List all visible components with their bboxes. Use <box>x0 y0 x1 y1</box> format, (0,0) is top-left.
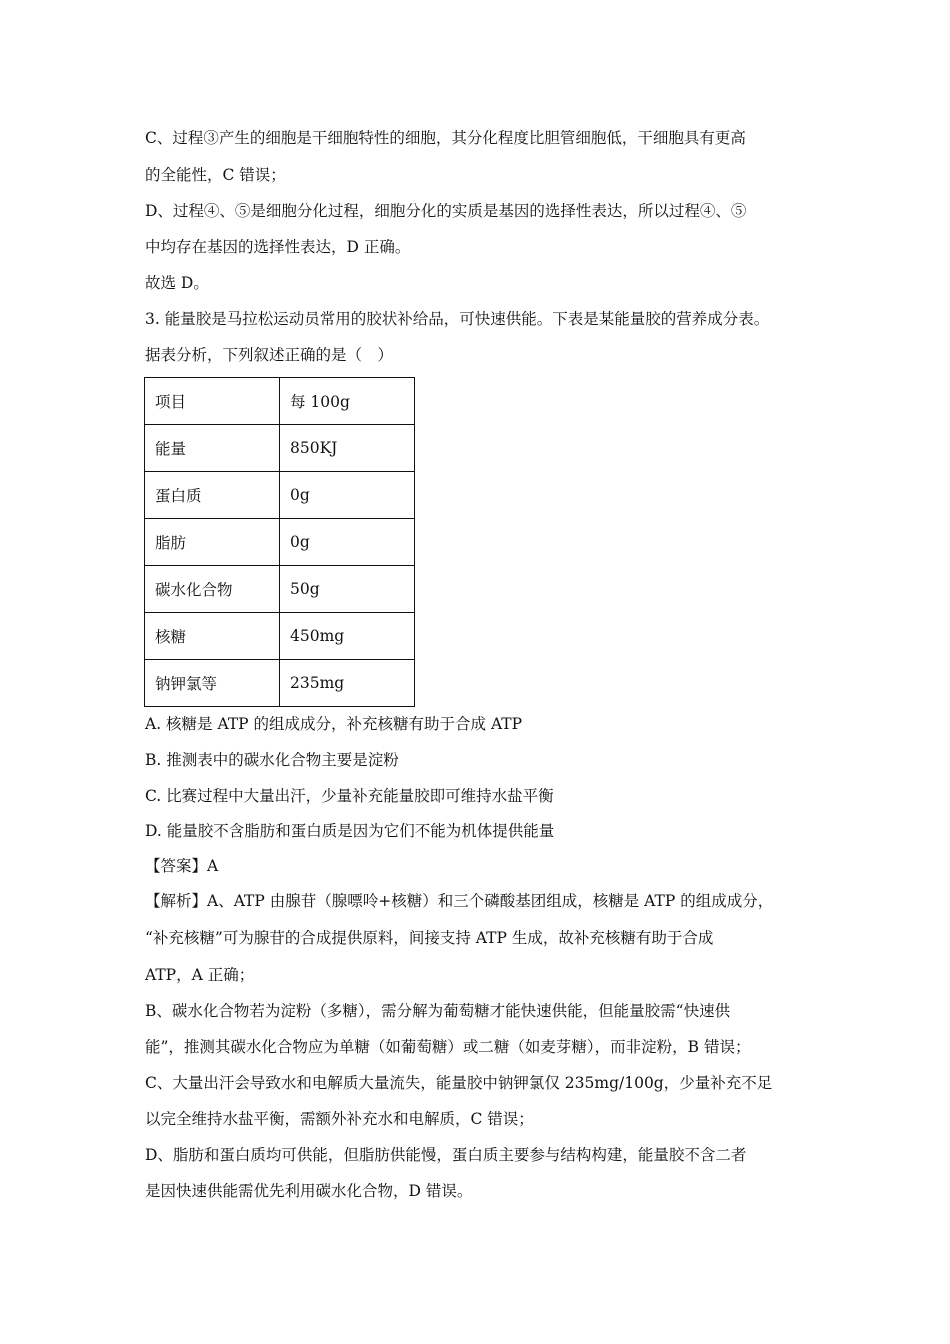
table-cell-item: 核糖 <box>145 613 280 660</box>
analysis-d-line1: D、脂肪和蛋白质均可供能，但脂肪供能慢，蛋白质主要参与结构构建，能量胶不含二者 <box>145 1146 747 1164</box>
table-cell-item: 钠钾氯等 <box>145 660 280 707</box>
analysis-d-line2: 是因快速供能需优先利用碳水化合物，D 错误。 <box>145 1182 473 1200</box>
analysis-a-line1: 【解析】A、ATP 由腺苷（腺嘌呤+核糖）和三个磷酸基团组成，核糖是 ATP 的组成成分， <box>145 892 774 910</box>
table-row <box>145 613 415 660</box>
table-cell-value: 50g <box>280 566 415 613</box>
analysis-c-line1: C、大量出汗会导致水和电解质大量流失，能量胶中钠钾氯仅 235mg/100g，少量补充不足 <box>145 1074 773 1092</box>
prev-choice: 故选 D。 <box>145 274 209 292</box>
prev-explanation-d-line2: 中均存在基因的选择性表达，D 正确。 <box>145 238 411 256</box>
table-cell-value: 235mg <box>280 660 415 707</box>
table-cell-value: 850KJ <box>280 425 415 472</box>
table-row <box>145 378 415 425</box>
answer-line: 【答案】A <box>145 857 219 875</box>
prev-explanation-c-line2: 的全能性，C 错误； <box>145 166 286 184</box>
nutrition-table <box>144 377 415 707</box>
option-c: C. 比赛过程中大量出汗，少量补充能量胶即可维持水盐平衡 <box>145 787 554 805</box>
prev-explanation-d-line1: D、过程④、⑤是细胞分化过程，细胞分化的实质是基因的选择性表达，所以过程④、⑤ <box>145 202 747 220</box>
table-cell-item: 碳水化合物 <box>145 566 280 613</box>
table-row <box>145 425 415 472</box>
table-cell-value: 每 100g <box>280 378 415 425</box>
prev-explanation-c-line1: C、过程③产生的细胞是干细胞特性的细胞，其分化程度比胆管细胞低，干细胞具有更高 <box>145 129 746 147</box>
table-cell-item: 能量 <box>145 425 280 472</box>
question-stem-line2: 据表分析，下列叙述正确的是（ ） <box>145 346 394 364</box>
table-cell-value: 0g <box>280 519 415 566</box>
option-b: B. 推测表中的碳水化合物主要是淀粉 <box>145 751 399 769</box>
analysis-c-line2: 以完全维持水盐平衡，需额外补充水和电解质，C 错误； <box>145 1110 534 1128</box>
analysis-b-line1: B、碳水化合物若为淀粉（多糖），需分解为葡萄糖才能快速供能，但能量胶需“快速供 <box>145 1002 731 1020</box>
question-stem-line1: 3. 能量胶是马拉松运动员常用的胶状补给品，可快速供能。下表是某能量胶的营养成分表。 <box>145 310 770 328</box>
analysis-a-line2: “补充核糖”可为腺苷的合成提供原料，间接支持 ATP 生成，故补充核糖有助于合成 <box>145 929 714 947</box>
option-d: D. 能量胶不含脂肪和蛋白质是因为它们不能为机体提供能量 <box>145 822 555 840</box>
table-cell-item: 项目 <box>145 378 280 425</box>
table-cell-value: 450mg <box>280 613 415 660</box>
option-a: A. 核糖是 ATP 的组成成分，补充核糖有助于合成 ATP <box>145 715 523 733</box>
table-cell-value: 0g <box>280 472 415 519</box>
table-row <box>145 472 415 519</box>
table-row <box>145 566 415 613</box>
table-row <box>145 660 415 707</box>
table-row <box>145 519 415 566</box>
analysis-a-line3: ATP，A 正确； <box>145 966 255 984</box>
table-cell-item: 脂肪 <box>145 519 280 566</box>
table-cell-item: 蛋白质 <box>145 472 280 519</box>
analysis-b-line2: 能”，推测其碳水化合物应为单糖（如葡萄糖）或二糖（如麦芽糖），而非淀粉，B 错误； <box>145 1038 751 1056</box>
